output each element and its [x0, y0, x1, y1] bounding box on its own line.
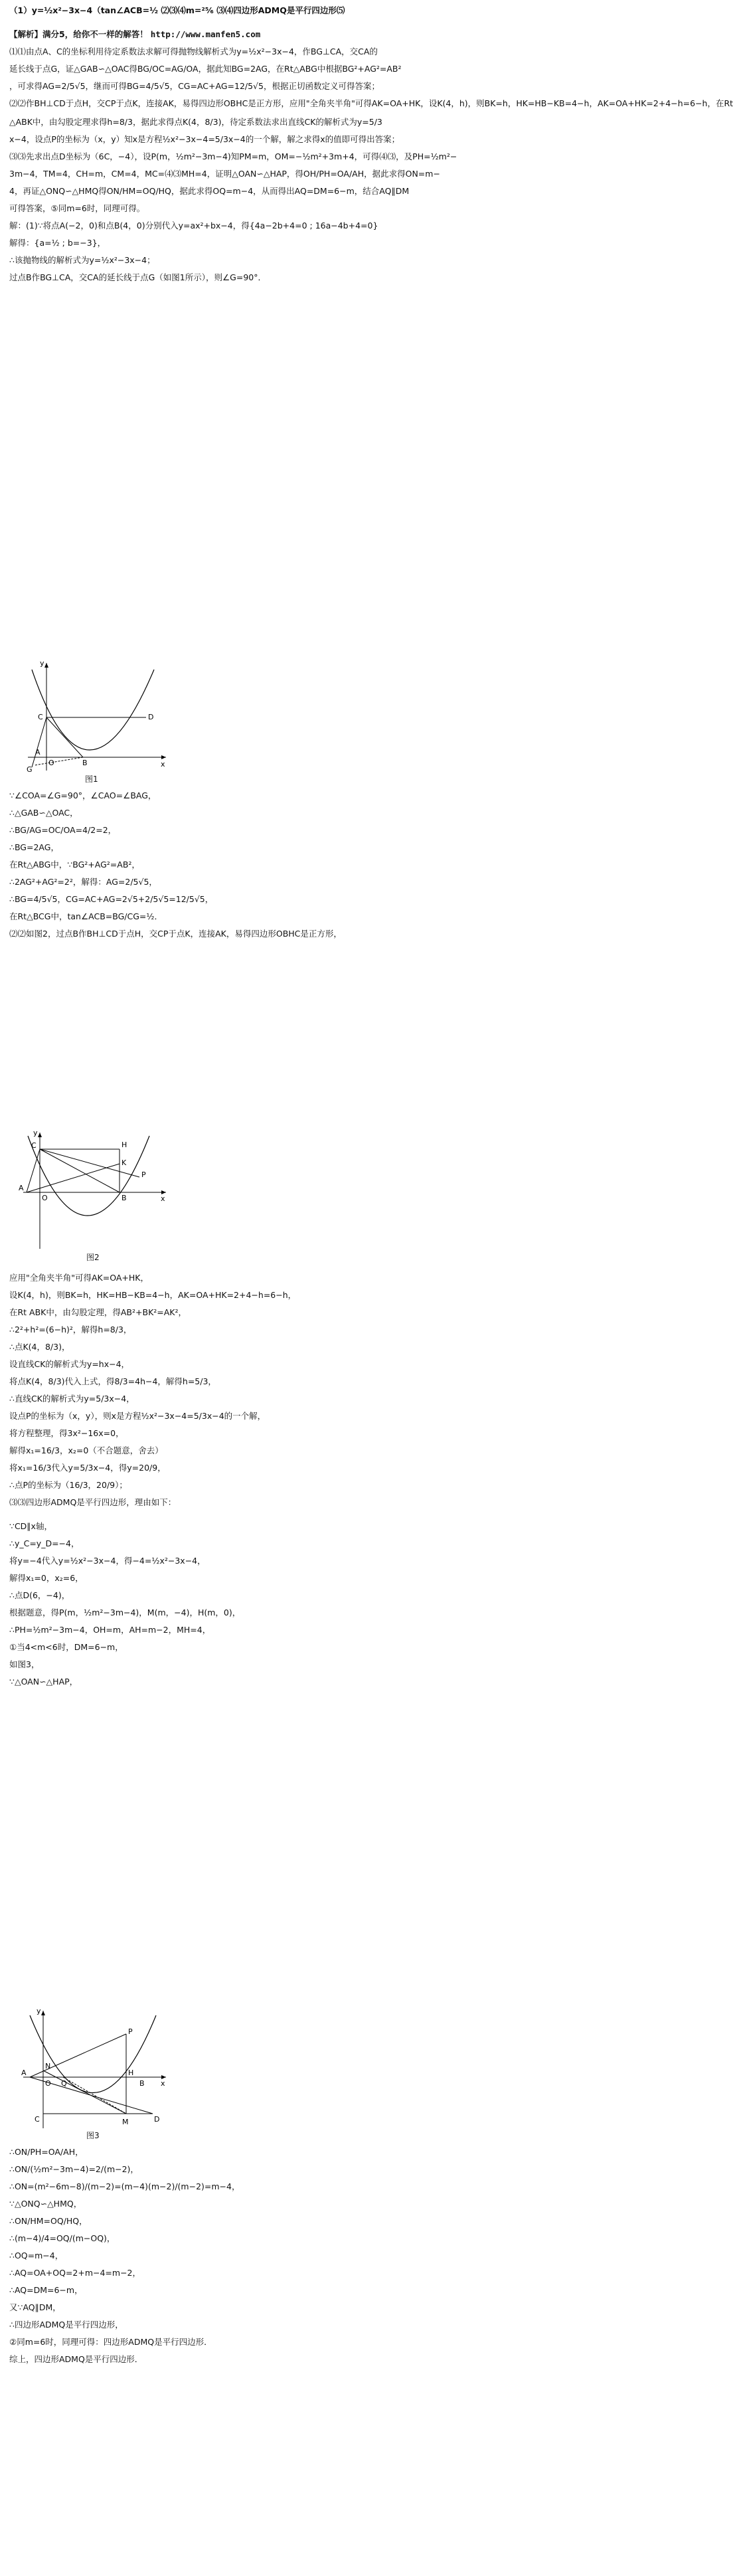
solution-line: 解得x₁=0，x₂=6， [9, 1573, 84, 1583]
fig3-label-n: N [45, 2062, 51, 2070]
fig3-label-o: O [45, 2079, 51, 2088]
solution-line: ②同m=6时，同理可得：四边形ADMQ是平行四边形． [9, 2337, 212, 2347]
solution-line: ∴2AG²+AG²=2²，解得：AG=2/5√5， [9, 877, 157, 887]
solution-line: ①当4<m<6时，DM=6−m， [9, 1642, 123, 1652]
solution-line: 设K(4，h)，则BK=h，HK=HB−KB=4−h，AK=OA+HK=2+4−h=6−h， [9, 1290, 297, 1300]
site-link[interactable]: http://www.manfen5.com [150, 29, 261, 39]
fig3-label-q: Q [61, 2079, 67, 2088]
fig2-label-y: y [33, 1129, 38, 1137]
solution-line: 解：(1)∵将点A(−2，0)和点B(4，0)分别代入y=ax²+bx−4，得{4a−2b+4=0 ; 16a−4b+4=0} [9, 221, 378, 230]
fig3-label-b: B [139, 2079, 145, 2088]
figure-1 [13, 658, 173, 784]
answer-label: 【解析】满分5，给你不一样的解答！ [9, 29, 148, 39]
solution-line: 将点K(4，8/3)代入上式，得8/3=4h−4，解得h=5/3， [9, 1376, 216, 1386]
solution-line: ∴ON/(½m²−3m−4)=2/(m−2)， [9, 2164, 139, 2174]
solution-line: 将方程整理，得3x²−16x=0， [9, 1428, 124, 1438]
solution-line: ∵CD∥x轴， [9, 1521, 52, 1531]
solution-line: ∴2²+h²=(6−h)²，解得h=8/3， [9, 1325, 132, 1334]
solution-line: ⑵⑵如图2，过点B作BH⊥CD于点H，交CP于点K，连接AK，易得四边形OBHC是正方形， [9, 929, 342, 939]
solution-line: ∴BG=2AG， [9, 842, 59, 852]
fig3-label-x: x [161, 2079, 165, 2088]
solution-line: 综上，四边形ADMQ是平行四边形． [9, 2354, 143, 2364]
problem-statement: （1）y=½x²−3x−4（tan∠ACB=½ ⑵⑶⑷m=²⁵⁄₆ ⑶⑷四边形ADMQ是平行四边形⑸ [9, 5, 345, 15]
solution-line: 又∵AQ∥DM， [9, 2302, 61, 2312]
solution-line: 如图3， [9, 1659, 40, 1669]
solution-line: ∴ON=(m²−6m−8)/(m−2)=(m−4)(m−2)/(m−2)=m−4， [9, 2181, 240, 2191]
fig2-label-p: P [141, 1170, 146, 1179]
solution-line: 解得x₁=16/3，x₂=0（不合题意，舍去） [9, 1445, 163, 1455]
solution-line: 将y=−4代入y=½x²−3x−4，得−4=½x²−3x−4， [9, 1556, 206, 1566]
solution-line: x−4，设点P的坐标为（x，y）知x是方程½x²−3x−4=5/3x−4的一个解，解之求得x的值即可得出答案； [9, 134, 400, 144]
solution-line: 可得答案，⑤同m=6时，同理可得。 [9, 203, 145, 213]
fig2-label-x: x [161, 1194, 165, 1203]
solution-line: 解得：{a=½ ; b=−3}， [9, 238, 106, 248]
solution-line: ⑶⑶先求出点D坐标为（6C，−4），设P(m，½m²−3m−4)知PM=m，OM=−½m²+3m+4，可得⑷⑶，及PH=½m²− [9, 151, 457, 161]
figure-2-caption: 图2 [86, 1253, 100, 1262]
solution-line: 设直线CK的解析式为y=hx−4， [9, 1359, 130, 1369]
solution-line: 在Rt ABK中，由勾股定理，得AB²+BK²=AK²， [9, 1307, 187, 1317]
fig1-label-y: y [40, 659, 44, 668]
solution-line: ∴四边形ADMQ是平行四边形， [9, 2320, 123, 2330]
solution-line: ∴BG/AG=OC/OA=4/2=2， [9, 825, 117, 835]
solution-line: ∴AQ=OA+OQ=2+m−4=m−2， [9, 2268, 141, 2278]
solution-line: ∴直线CK的解析式为y=5/3x−4， [9, 1394, 135, 1404]
fig2-label-h: H [122, 1141, 127, 1149]
answer-header [9, 29, 409, 40]
fig3-label-c: C [35, 2115, 40, 2124]
fig1-label-x: x [161, 760, 165, 769]
solution-line: ∴点K(4，8/3)， [9, 1342, 70, 1352]
solution-line: 3m−4，TM=4，CH=m，CM=4，MC=⑷⑶MH=4，证明△OAN∽△HAP，得OH/PH=OA/AH，据此求得ON=m− [9, 169, 440, 179]
solution-line: 根据题意，得P(m，½m²−3m−4)，M(m，−4)，H(m，0)， [9, 1608, 241, 1617]
fig1-label-o: O [48, 759, 54, 767]
solution-line: ⑵⑵作BH⊥CD于点H，交CP于点K，连接AK，易得四边形OBHC是正方形，应用"全角夹半角"可得AK=OA+HK，设K(4，h)，则BK=h，HK=HB−KB=4−h，AK=OA+HK=2+4−h=6−h，在Rt [9, 98, 733, 108]
fig3-label-h: H [128, 2069, 134, 2077]
fig2-label-c: C [31, 1141, 37, 1150]
solution-line: ∴ON/HM=OQ/HQ， [9, 2216, 88, 2226]
fig3-label-p: P [128, 2027, 133, 2036]
solution-line: ∴△GAB∽△OAC， [9, 808, 78, 818]
solution-line: ，可求得AG=2/5√5，继而可得BG=4/5√5，CG=AC+AG=12/5√5，根据正切函数定义可得答案； [9, 81, 380, 91]
figure-3-caption: 图3 [86, 2131, 100, 2140]
solution-line: △ABK中，由勾股定理求得h=8/3，据此求得点K(4，8/3)，待定系数法求出直线CK的解析式为y=5/3 [9, 117, 382, 127]
fig1-label-g: G [27, 765, 33, 774]
solution-line: ⑴⑴由点A、C的坐标利用待定系数法求解可得抛物线解析式为y=½x²−3x−4，作BG⊥CA，交CA的 [9, 46, 378, 56]
fig3-label-d: D [154, 2115, 160, 2124]
solution-line: ∵△ONQ∽△HMQ， [9, 2199, 82, 2209]
solution-line: 设点P的坐标为（x，y），则x是方程½x²−3x−4=5/3x−4的一个解， [9, 1411, 266, 1421]
figure-2-diagram [13, 1129, 173, 1252]
fig2-label-b: B [122, 1194, 127, 1202]
fig1-label-d: D [148, 713, 154, 721]
figure-3-diagram [13, 2007, 173, 2130]
solution-line: ∴点P的坐标为（16/3，20/9）； [9, 1480, 127, 1490]
figure-2 [13, 1129, 173, 1262]
fig2-label-k: K [122, 1158, 127, 1167]
solution-line: 在Rt△BCG中，tan∠ACB=BG/CG=½． [9, 911, 163, 921]
solution-line: 将x₁=16/3代入y=5/3x−4，得y=20/9， [9, 1463, 166, 1473]
fig3-label-y: y [37, 2007, 41, 2015]
solution-line: ∴OQ=m−4， [9, 2251, 64, 2260]
solution-line: ∵△OAN∽△HAP， [9, 1677, 78, 1687]
solution-line: ∴该抛物线的解析式为y=½x²−3x−4； [9, 255, 155, 265]
solution-line: ∴点D(6，−4)， [9, 1590, 70, 1600]
solution-line: 在Rt△ABG中，∵BG²+AG²=AB²， [9, 860, 140, 870]
solution-line: 过点B作BG⊥CA，交CA的延长线于点G（如图1所示），则∠G=90°． [9, 272, 266, 282]
fig1-label-c: C [38, 713, 43, 721]
solution-line: ∴ON/PH=OA/AH， [9, 2147, 84, 2157]
fig2-label-a: A [19, 1184, 24, 1192]
solution-line: 4，再证△ONQ∽△HMQ得ON/HM=OQ/HQ，据此求得OQ=m−4，从而得出AQ=DM=6−m，结合AQ∥DM [9, 186, 410, 196]
solution-line: ∴AQ=DM=6−m， [9, 2285, 83, 2295]
fig2-label-o: O [42, 1194, 48, 1202]
fig1-label-b: B [82, 759, 88, 767]
fig3-label-m: M [122, 2118, 129, 2126]
solution-line: ∴y_C=y_D=−4， [9, 1538, 80, 1548]
figure-1-diagram [13, 658, 173, 774]
solution-line: 应用"全角夹半角"可得AK=OA+HK， [9, 1273, 149, 1283]
solution-line: ∴PH=½m²−3m−4，OH=m，AH=m−2，MH=4， [9, 1625, 211, 1635]
solution-line: ∴(m−4)/4=OQ/(m−OQ)， [9, 2233, 116, 2243]
fig3-label-a: A [21, 2069, 27, 2077]
figure-1-caption: 图1 [85, 775, 98, 784]
solution-line: ⑶⑶四边形ADMQ是平行四边形，理由如下： [9, 1497, 177, 1507]
fig1-label-a: A [35, 748, 41, 757]
solution-line: 延长线于点G，证△GAB∽△OAC得BG/OC=AG/OA，据此知BG=2AG，在Rt△ABG中根据BG²+AG²=AB² [9, 64, 402, 74]
solution-line: ∴BG=4/5√5，CG=AC+AG=2√5+2/5√5=12/5√5， [9, 894, 214, 904]
solution-line: ∵∠COA=∠G=90°，∠CAO=∠BAG， [9, 790, 157, 800]
figure-3 [13, 2007, 173, 2140]
